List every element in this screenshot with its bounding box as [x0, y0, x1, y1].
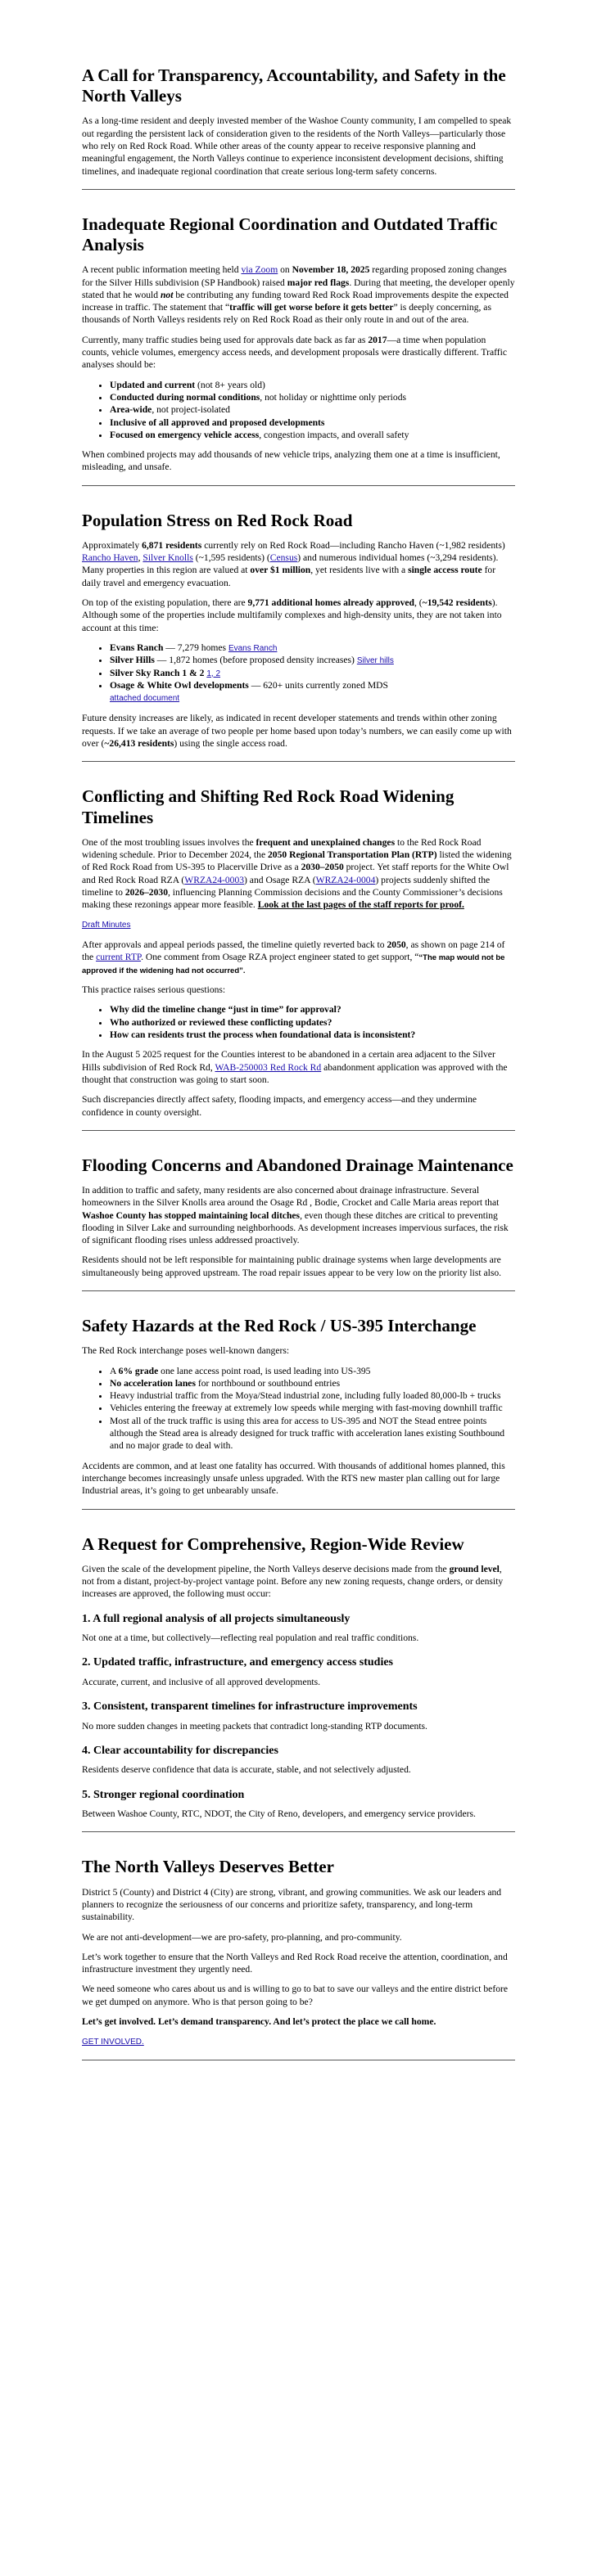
widening-paragraph-3: This practice raises serious questions: — [82, 984, 226, 996]
divider — [82, 1509, 515, 1510]
text: — 1,872 homes (before proposed density increases) — [154, 655, 357, 666]
text: (not 8+ years old) — [195, 379, 265, 390]
intro-title: A Call for Transparency, Accountability, and Safety in the North Valleys — [82, 65, 506, 106]
developer-quote: traffic will get worse before it gets better — [229, 302, 394, 313]
text-bold: Area-wide — [110, 404, 152, 416]
text-bold: How can residents trust the process when foundational data is inconsistent? — [110, 1029, 416, 1041]
text-bold: 2030–2050 — [301, 862, 344, 873]
text: On top of the existing population, there are — [82, 597, 248, 609]
divider — [82, 761, 515, 762]
section-intro — [82, 65, 515, 178]
text-emphasis: not — [160, 289, 174, 300]
text-bold: Updated and current — [110, 379, 196, 390]
list-item — [110, 642, 515, 654]
text-bold: 6% grade — [118, 1365, 159, 1376]
widening-paragraph-4 — [82, 1048, 515, 1086]
text-bold: over $1 million — [250, 565, 311, 576]
text: abandonment application was approved with the thought that construction was going to start soon. — [82, 1061, 508, 1085]
get-involved-link[interactable]: GET INVOLVED. — [82, 2038, 144, 2047]
text: After approvals and appeal periods passed, the timeline quietly reverted back to — [82, 939, 387, 950]
text-bold: Why did the timeline change “just in time” for approval? — [110, 1004, 341, 1016]
review-item-heading: 2. Updated traffic, infrastructure, and emergency access studies — [82, 1656, 394, 1669]
text-bold: Who authorized or reviewed these conflicting updates? — [110, 1016, 332, 1028]
list-item — [110, 391, 515, 403]
population-paragraph-3 — [82, 712, 515, 750]
text-bold: frequent and unexplained changes — [256, 836, 396, 848]
text: , yet residents live with a — [310, 565, 409, 576]
list-item — [110, 1377, 515, 1389]
get-involved-line — [82, 2035, 515, 2047]
text: — 620+ units currently zoned MDS — [248, 679, 388, 691]
text: to the Red Rock Road widening schedule. Prior to December 2024, the — [82, 836, 482, 860]
text-bold: Washoe County has stopped maintaining local ditches — [82, 1209, 301, 1221]
text-bold: major red flags — [287, 277, 350, 288]
text: currently rely on Red Rock Road—including Rancho Haven (~1,982 residents) — [201, 539, 505, 551]
text: listed the widening of Red Rock Road from US-395 to Placerville Drive as a — [82, 849, 512, 873]
current-rtp-link[interactable]: current RTP — [96, 952, 142, 963]
text-bold: 6,871 residents — [142, 539, 202, 551]
closing-paragraph-5 — [82, 2015, 515, 2028]
text: ” is deeply concerning, as thousands of North Valleys residents rely on Red Rock Road as their only route in and out of the area. — [82, 302, 491, 326]
text-bold: Silver Hills — [110, 655, 155, 666]
text: one lane access point road, is used leading into US-395 — [158, 1365, 371, 1376]
list-item — [110, 429, 515, 441]
text: ). Although some of the properties include multifamily complexes and high-density units, they are not taken into account at this time: — [82, 597, 502, 633]
text: In the August 5 2025 request for the Counties interest to be abandoned in a certain area adjacent to the Silver Hills subdivision of Red Rock Rd, — [82, 1049, 495, 1073]
text: , congestion impacts, and overall safety — [259, 429, 409, 440]
text: . During that meeting, the developer openly stated that he would — [82, 277, 515, 300]
section-review — [82, 1534, 515, 1821]
hazards-list — [82, 1365, 515, 1452]
text: for daily travel and emergency evacuation. — [82, 565, 496, 588]
text: Currently, many traffic studies being used for approvals date back as far as — [82, 334, 369, 345]
text-bold: 9,771 additional homes already approved — [247, 597, 414, 609]
text: , influencing Planning Commission decisions and the County Commissioner’s decisions making these rezonings appear more feasible. — [82, 886, 503, 911]
traffic-paragraph-1 — [82, 263, 515, 326]
closing-paragraph-3: Let’s work together to ensure that the North Valleys and Red Rock Road receive the attention, coordination, and infrastructure investment they urgently need. — [82, 1951, 508, 1975]
via-link[interactable]: via — [241, 264, 256, 276]
traffic-paragraph-3: When combined projects may add thousands of new vehicle trips, analyzing them one at a time is insufficient, misleading, and unsafe. — [82, 449, 500, 473]
text-bold: 2026–2030 — [124, 886, 168, 898]
text: be contributing any funding toward Red Rock Road improvements despite the expected increase in traffic. The statement that “ — [82, 289, 509, 313]
closing-title: The North Valleys Deserves Better — [82, 1857, 334, 1877]
closing-paragraph-2: We are not anti-development—we are pro-safety, pro-planning, and pro-community. — [82, 1931, 402, 1943]
section-flooding — [82, 1155, 515, 1279]
text: ) projects suddenly shifted the timeline to — [82, 874, 491, 898]
review-item-text: Not one at a time, but collectively—reflecting real population and real traffic conditions. — [82, 1633, 419, 1644]
development-list — [82, 642, 515, 704]
text: Given the scale of the development pipeline, the North Valleys deserve decisions made from the — [82, 1563, 450, 1574]
text: ) and Osage RZA ( — [244, 874, 316, 885]
list-item — [110, 1016, 515, 1029]
evans-ranch-link[interactable]: Evans Ranch — [228, 643, 278, 653]
silver-sky-link[interactable]: 1, 2 — [206, 669, 221, 678]
intro-paragraph: As a long-time resident and deeply invested member of the Washoe County community, I am compelled to speak out regarding the persistent lack of consideration given to the residents of the North Valleys—particularly those who rely on Red Rock Road. While other areas of the county appear to receive responsive planning and meaningful engagement, the North Valleys continue to experience inconsistent development decisions, shifting timelines, and inadequate regional coordination that create serious long-term safety concerns. — [82, 115, 512, 177]
closing-paragraph-1: District 5 (County) and District 4 (City) are strong, vibrant, and growing communities. We ask our leaders and planners to recognize the seriousness of our concerns and prioritize safety, transparency, and long-term sustainability. — [82, 1886, 502, 1923]
text: , not from a distant, project-by-project vantage point. Before any new zoning requests, change orders, or density increases are approved, the following must occur: — [82, 1563, 504, 1600]
widening-paragraph-1 — [82, 836, 515, 912]
zoom-link[interactable]: Zoom — [255, 264, 278, 276]
list-item — [110, 1402, 515, 1414]
list-item — [110, 379, 515, 391]
flooding-paragraph-2: Residents should not be left responsible for maintaining public drainage systems when large developments are simultaneously being approved upstream. The road repair issues appear to be very low on the priority list also. — [82, 1254, 502, 1278]
flooding-title: Flooding Concerns and Abandoned Drainage Maintenance — [82, 1155, 513, 1175]
text: project. Yet staff reports for the White Owl and Red Rock Road RZA ( — [82, 862, 509, 885]
section-traffic — [82, 214, 515, 474]
text: ) and numerous individual homes (~3,294 residents). Many properties in this region are valued at — [82, 552, 499, 576]
review-item-heading: 1. A full regional analysis of all projects simultaneously — [82, 1612, 351, 1625]
text: —a time when population counts, vehicle volumes, emergency access needs, and development proposals were drastically different. Traffic analyses should be: — [82, 334, 507, 371]
text: Most all of the truck traffic is using this area for access to US-395 and NOT the Stead entree points although the Stead area is already designed for truck traffic with acceleration lanes existing Southbound and no major grade to deal with. — [110, 1415, 505, 1452]
divider — [82, 1831, 515, 1832]
text: — 7,279 homes — [163, 642, 228, 653]
questions-list — [82, 1003, 515, 1041]
text-bold: ground level — [449, 1563, 500, 1574]
text: , — [138, 552, 143, 564]
attached-document-link[interactable]: attached document — [110, 694, 180, 704]
text: , as shown on page 214 of the — [82, 939, 505, 963]
list-item — [110, 679, 515, 705]
text-bold: single access route — [408, 565, 482, 576]
engineer-quote: “The map would not be approved if the widening had not occurred”. — [82, 953, 505, 975]
text: , not project-isolated — [152, 404, 230, 416]
list-item — [110, 1389, 515, 1402]
text-bold: Conducted during normal conditions — [110, 391, 260, 403]
population-paragraph-1 — [82, 539, 515, 589]
review-item-heading: 5. Stronger regional coordination — [82, 1788, 245, 1801]
draft-minutes-link[interactable]: Draft Minutes — [82, 921, 131, 930]
review-paragraph-1 — [82, 1563, 515, 1601]
review-item-text: Between Washoe County, RTC, NDOT, the City of Reno, developers, and emergency service providers. — [82, 1808, 476, 1820]
section-widening — [82, 786, 515, 1118]
text: (~1,595 residents) ( — [192, 552, 270, 564]
text: Heavy industrial traffic from the Moya/Stead industrial zone, including fully loaded 80,000-lb + trucks — [110, 1390, 501, 1402]
widening-title: Conflicting and Shifting Red Rock Road Widening Timelines — [82, 786, 455, 827]
list-item — [110, 1415, 515, 1452]
population-title: Population Stress on Red Rock Road — [82, 510, 353, 530]
text: One of the most troubling issues involves the — [82, 836, 256, 848]
text: , not holiday or nighttime only periods — [260, 391, 406, 403]
list-item — [110, 654, 515, 666]
review-item-text: No more sudden changes in meeting packets that contradict long-standing RTP documents. — [82, 1720, 427, 1732]
text-bold: Evans Ranch — [110, 642, 164, 653]
list-item — [110, 667, 515, 679]
text: . One comment from Osage RZA project engineer stated to get support, “ — [141, 952, 419, 963]
review-item-heading: 3. Consistent, transparent timelines for infrastructure improvements — [82, 1700, 418, 1714]
section-closing — [82, 1857, 515, 2047]
list-item — [110, 1003, 515, 1016]
text-bold: Focused on emergency vehicle access — [110, 429, 260, 440]
text: on — [278, 264, 292, 276]
text: Vehicles entering the freeway at extremely low speeds while merging with fast-moving downhill traffic — [110, 1403, 503, 1414]
section-population — [82, 511, 515, 750]
population-paragraph-2 — [82, 597, 515, 634]
wab-250003-link[interactable]: WAB-250003 Red Rock Rd — [215, 1061, 322, 1073]
review-item-text: Residents deserve confidence that data is accurate, stable, and not selectively adjusted. — [82, 1764, 411, 1776]
text: A — [110, 1365, 119, 1376]
flooding-paragraph-1 — [82, 1184, 515, 1246]
rancho-haven-link[interactable]: Rancho Haven — [82, 552, 138, 564]
draft-minutes-line — [82, 918, 515, 930]
silver-hills-link[interactable]: Silver hills — [356, 656, 394, 666]
meeting-date: November 18, 2025 — [292, 264, 370, 276]
list-item — [110, 1365, 515, 1377]
safety-paragraph-1: The Red Rock interchange poses well-known dangers: — [82, 1345, 290, 1357]
text-bold: Let’s get involved. Let’s demand transparency. And let’s protect the place we call home. — [82, 2016, 436, 2027]
list-item — [110, 417, 515, 429]
text: , ( — [414, 597, 423, 609]
review-item-text: Accurate, current, and inclusive of all approved developments. — [82, 1676, 321, 1687]
text-bold: No acceleration lanes — [110, 1377, 196, 1389]
text: Approximately — [82, 539, 142, 551]
text: A recent public information meeting held — [82, 264, 242, 276]
wrza24-0004-link[interactable]: WRZA24-0004 — [315, 874, 376, 885]
census-link[interactable]: Census — [269, 552, 298, 564]
text: regarding proposed zoning changes for the Silver Hills subdivision (SP Handbook) raised — [82, 264, 507, 288]
widening-paragraph-5: Such discrepancies directly affect safety, flooding impacts, and emergency access—and they undermine confidence in county oversight. — [82, 1094, 477, 1118]
text-bold: Inclusive of all approved and proposed developments — [110, 417, 325, 428]
safety-title: Safety Hazards at the Red Rock / US-395 Interchange — [82, 1316, 477, 1336]
divider — [82, 189, 515, 190]
traffic-paragraph-2 — [82, 334, 515, 372]
text: ) using the single access road. — [174, 738, 287, 750]
traffic-requirements-list — [82, 379, 515, 441]
divider — [82, 1130, 515, 1131]
closing-paragraph-4: We need someone who cares about us and is willing to go to bat to save our valleys and the entire district before we get dumped on anymore. Who is that person going to be? — [82, 1984, 508, 2007]
widening-paragraph-2 — [82, 939, 515, 976]
safety-paragraph-2: Accidents are common, and at least one fatality has occurred. With thousands of additional homes planned, this interchange becomes increasingly unsafe unless upgraded. With the RTS new master plan calling out for large Industrial areas, it’s going to get unbearably unsafe. — [82, 1460, 505, 1497]
text: , even though these ditches are critical to preventing flooding in Silver Lake and surrounding neighborhoods. As development increases impervious surfaces, the risk of significant flooding rises unless addressed proactively. — [82, 1209, 509, 1246]
text-bold: Osage & White Owl developments — [110, 679, 249, 691]
list-item — [110, 403, 515, 416]
text: Future density increases are likely, as indicated in recent developer statements and trends within other zoning requests. If we take an average of two people per home based upon today’s numbers, we can easily come up with over ( — [82, 713, 512, 750]
silver-knolls-link[interactable]: Silver Knolls — [142, 552, 193, 564]
wrza24-0003-link[interactable]: WRZA24-0003 — [184, 874, 245, 885]
text-bold: 2017 — [368, 334, 387, 345]
text-bold: 2050 — [387, 939, 406, 950]
text-bold: 2050 Regional Transportation Plan (RTP) — [267, 849, 437, 860]
review-item-heading: 4. Clear accountability for discrepancies — [82, 1744, 278, 1757]
section-safety — [82, 1316, 515, 1497]
text: for northbound or southbound entries — [195, 1377, 341, 1389]
text-bold: Silver Sky Ranch 1 & 2 — [110, 667, 205, 678]
divider — [82, 1290, 515, 1291]
list-item — [110, 1029, 515, 1041]
text: In addition to traffic and safety, many residents are also concerned about drainage infrastructure. Several homeowners in the Silver Knolls area around the Osage Rd , Bodie, Crocket and Calle Maria areas report that — [82, 1185, 500, 1209]
review-title: A Request for Comprehensive, Region-Wide Review — [82, 1533, 464, 1554]
divider — [82, 485, 515, 486]
text-bold: ~26,413 residents — [104, 738, 174, 750]
text-bold: ~19,542 residents — [422, 597, 492, 609]
traffic-title: Inadequate Regional Coordination and Outdated Traffic Analysis — [82, 214, 498, 255]
text-underlined: Look at the last pages of the staff reports for proof. — [257, 899, 464, 911]
